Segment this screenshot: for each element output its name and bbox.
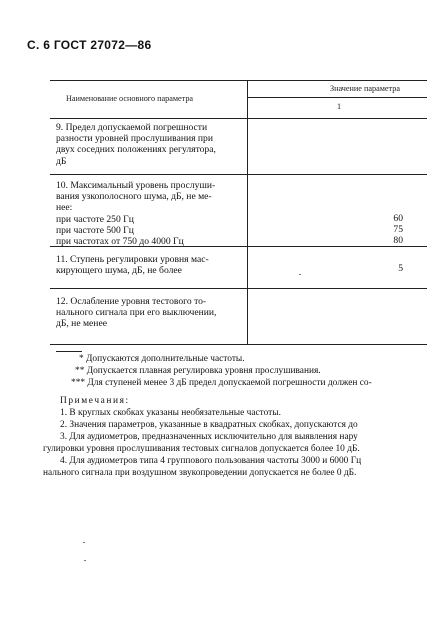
table-top-rule <box>50 80 427 81</box>
note-4: 4. Для аудиометров типа 4 группового пользования частоты 3000 и 6000 Гц <box>60 456 362 466</box>
footnote-3: *** Для ступеней менее 3 дБ предел допускаемой погрешности должен со- <box>71 378 372 388</box>
note-4-continued: нального сигнала при воздушном звукопроведении допускается не более 0 дБ. <box>43 468 357 478</box>
footnote-2: ** Допускается плавная регулировка уровня прослушивания. <box>75 366 321 376</box>
scan-speck <box>83 542 85 543</box>
footnote-rule <box>56 351 82 352</box>
row-divider-1 <box>50 174 427 175</box>
header-bottom-rule <box>50 118 427 119</box>
page-header: С. 6 ГОСТ 27072—86 <box>27 38 152 52</box>
note-1: 1. В круглых скобках указаны необязательные частоты. <box>60 408 281 418</box>
note-3: 3. Для аудиометров, предназначенных исключительно для выявления нару <box>60 432 358 442</box>
row-divider-3 <box>50 288 427 289</box>
row-10-values: 60 75 80 <box>393 213 403 247</box>
row-10-label: 10. Максимальный уровень прослуши- вания узкополосного шума, дБ, не ме- нее: при частоте 250 Гц при частоте 500 Гц при частотах от 750 до 4000 Гц <box>56 180 216 248</box>
notes-title: Примечания: <box>60 396 130 406</box>
row-9-label: 9. Предел допускаемой погрешности разности уровней прослушивания при двух соседних положениях регулятора, дБ <box>56 122 216 167</box>
footnote-1: * Допускаются дополнительные частоты. <box>79 354 245 364</box>
scan-speck <box>299 274 301 275</box>
column-divider <box>247 80 248 344</box>
row-11-label: 11. Ступень регулировки уровня мас- кирующего шума, дБ, не более <box>56 254 209 277</box>
row-12-label: 12. Ослабление уровня тестового то- нального сигнала при его выключении, дБ, не менее <box>56 296 217 330</box>
row-11-value: 5 <box>398 263 403 274</box>
note-2: 2. Значения параметров, указанные в квадратных скобках, допускаются до <box>60 420 358 430</box>
column-header-value: Значение параметра <box>330 84 400 93</box>
subheader-rule <box>247 97 427 98</box>
row-divider-4 <box>50 344 427 345</box>
note-3-continued: гулировки уровня прослушивания тестовых сигналов допускается более 10 дБ. <box>43 444 360 454</box>
subcolumn-label: 1 <box>337 102 342 111</box>
scan-speck <box>84 560 86 561</box>
column-header-parameter: Наименование основного параметра <box>66 94 194 103</box>
